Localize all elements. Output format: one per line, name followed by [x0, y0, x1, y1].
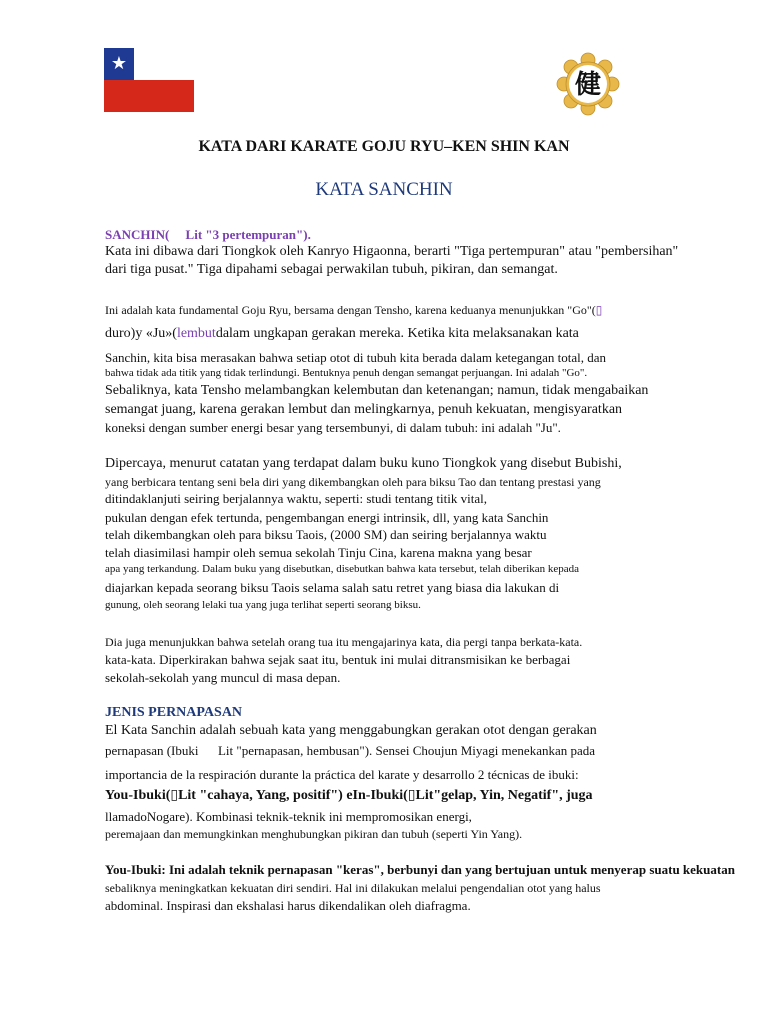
fundamental-line-1: Ini adalah kata fundamental Goju Ryu, bersama dengan Tensho, karena keduanya menunjukkan "Go"(▯: [105, 303, 603, 317]
teaching-line-3: sekolah-sekolah yang muncul di masa depan.: [105, 670, 341, 685]
breathing-heading: JENIS PERNAPASAN: [105, 705, 243, 720]
breathing-line-2: pernapasan (Ibuki Lit "pernapasan, hembusan"). Sensei Choujun Miyagi menekankan pada: [105, 743, 596, 758]
history-line-5: telah dikembangkan oleh para biksu Taois, (2000 SM) dan seiring berjalannya waktu: [105, 527, 547, 542]
breathing-line-3: importancia de la respiración durante la práctica del karate y desarrollo 2 técnicas de ibuki:: [105, 767, 579, 782]
fundamental-line-5: Sebaliknya, kata Tensho melambangkan kelembutan dan ketenangan; namun, tidak mengabaikan: [105, 383, 649, 398]
history-line-7: apa yang terkandung. Dalam buku yang disebutkan, disebutkan bahwa kata tersebut, telah diberikan kepada: [105, 563, 580, 575]
ken-shin-kan-emblem: [556, 52, 620, 116]
history-line-6: telah diasimilasi hampir oleh semua sekolah Tinju Cina, karena makna yang besar: [105, 545, 532, 560]
breathing-line-1: El Kata Sanchin adalah sebuah kata yang menggabungkan gerakan otot dengan gerakan: [105, 723, 597, 738]
breathing-line-6: peremajaan dan memungkinkan menghubungkan pikiran dan tubuh (seperti Yin Yang).: [105, 827, 523, 841]
document-subtitle: KATA SANCHIN: [315, 179, 453, 200]
you-ibuki-line-2: sebaliknya meningkatkan kekuatan diri sendiri. Hal ini dilakukan melalui pengendalian otot yang halus: [105, 881, 601, 895]
history-line-8: diajarkan kepada seorang biksu Taois selama salah satu retret yang biasa dia lakukan di: [105, 580, 560, 595]
teaching-line-1: Dia juga menunjukkan bahwa setelah orang tua itu mengajarinya kata, dia pergi tanpa berkata-kata.: [105, 635, 583, 649]
you-ibuki-line-3: abdominal. Inspirasi dan ekshalasi harus dikendalikan oleh diafragma.: [105, 898, 471, 913]
fundamental-line-3: Sanchin, kita bisa merasakan bahwa setiap otot di tubuh kita berada dalam ketegangan total, dan: [105, 350, 607, 365]
document-title: KATA DARI KARATE GOJU RYU–KEN SHIN KAN: [198, 138, 570, 155]
flag-red-band: [104, 80, 194, 112]
history-line-3: ditindaklanjuti seiring berjalannya waktu, seperti: studi tentang titik vital,: [105, 491, 487, 506]
fundamental-line-2: duro)y «Ju»(lembutdalam ungkapan gerakan mereka. Ketika kita melaksanakan kata: [105, 326, 579, 341]
star-icon: ★: [110, 53, 128, 74]
breathing-line-5: llamadoNogare). Kombinasi teknik-teknik ini mempromosikan energi,: [105, 809, 472, 824]
fundamental-line-6: semangat juang, karena gerakan lembut dan melingkarnya, penuh kekuatan, mengisyaratkan: [105, 402, 623, 417]
sanchin-heading: SANCHIN( Lit "3 pertempuran").: [105, 227, 311, 242]
missing-glyph-box: ▯: [595, 303, 603, 317]
history-line-9: gunung, oleh seorang lelaki tua yang juga terlihat seperti seorang biksu.: [105, 599, 421, 611]
sanchin-line-2: dari tiga pusat." Tiga dipahami sebagai perwakilan tubuh, pikiran, dan semangat.: [105, 262, 558, 277]
emblem-glyph: 健: [574, 70, 602, 100]
sanchin-line-1: Kata ini dibawa dari Tiongkok oleh Kanryo Higaonna, berarti "Tiga pertempuran" atau "pembersihan": [105, 244, 679, 259]
history-line-1: Dipercaya, menurut catatan yang terdapat dalam buku kuno Tiongkok yang disebut Bubishi,: [105, 456, 622, 471]
lembut-link[interactable]: lembut: [176, 326, 216, 341]
fundamental-line-4: bahwa tidak ada titik yang tidak terlindungi. Bentuknya penuh dengan semangat perjuangan. Ini adalah "Go".: [105, 367, 588, 379]
emblem-icon: [556, 52, 620, 116]
history-line-4: pukulan dengan efek tertunda, pengembangan energi intrinsik, dll, yang kata Sanchin: [105, 510, 549, 525]
history-line-2: yang berbicara tentang seni bela diri yang dikembangkan oleh para biksu Tao dan tentang prestasi yang: [105, 475, 601, 489]
chile-flag: [104, 48, 194, 112]
you-ibuki-line-1: You-Ibuki: Ini adalah teknik pernapasan "keras", berbunyi dan yang bertujuan untuk menyerap suatu kekuatan: [105, 862, 735, 877]
fundamental-line-7: koneksi dengan sumber energi besar yang tersembunyi, di dalam tubuh: ini adalah "Ju".: [105, 420, 561, 435]
flag-canton: [104, 48, 134, 80]
teaching-line-2: kata-kata. Diperkirakan bahwa sejak saat itu, bentuk ini mulai ditransmisikan ke berbagai: [105, 652, 571, 667]
breathing-line-4: You-Ibuki(▯Lit "cahaya, Yang, positif") eIn-Ibuki(▯Lit"gelap, Yin, Negatif", juga: [105, 788, 593, 803]
